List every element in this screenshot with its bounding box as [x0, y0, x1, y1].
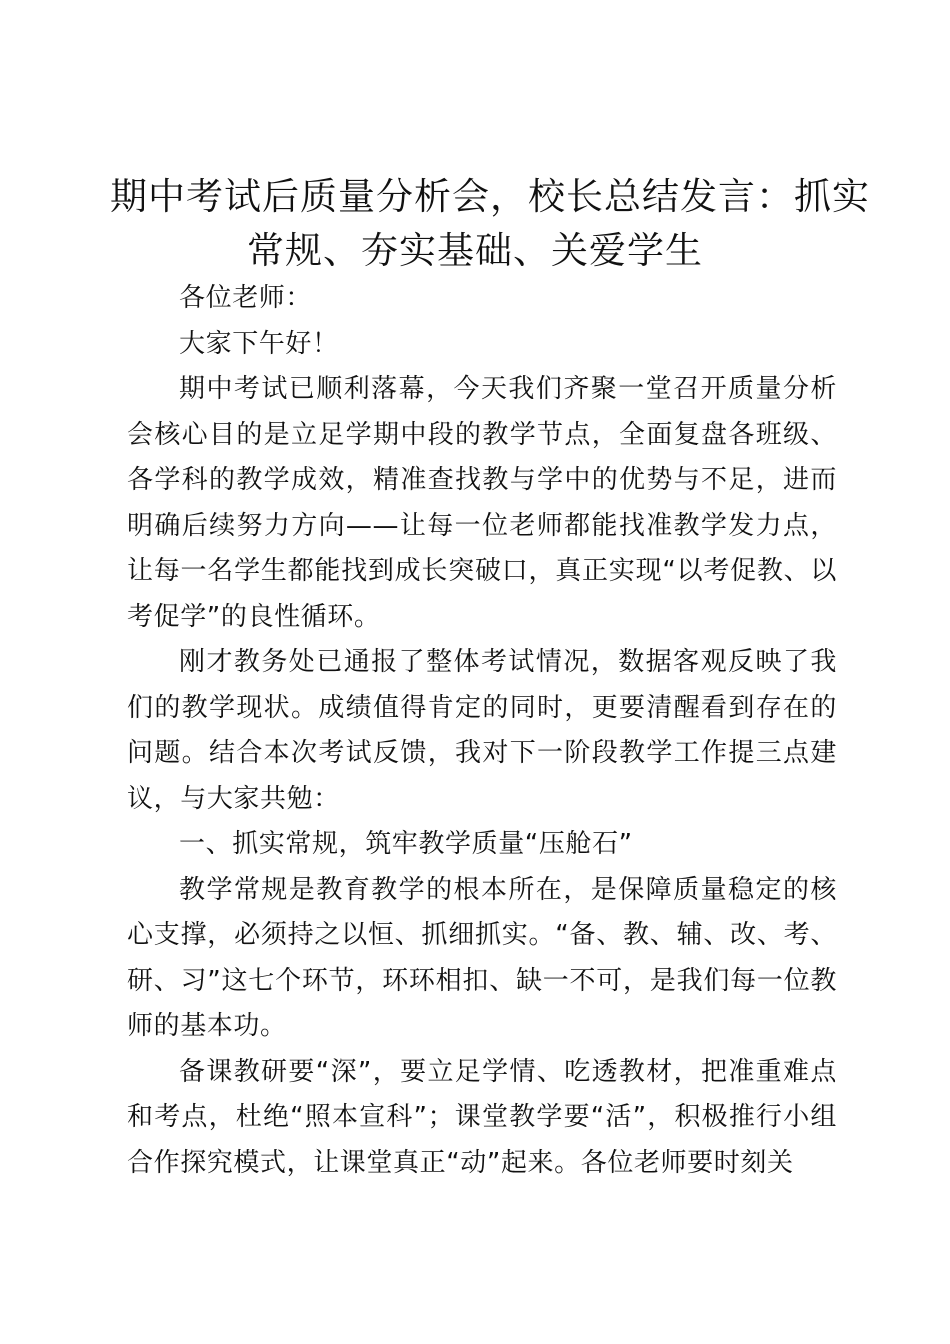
- body-paragraph: 教学常规是教育教学的根本所在，是保障质量稳定的核心支撑，必须持之以恒、抓细抓实。“备、教、辅、改、考、研、习”这七个环节，环环相扣、缺一不可，是我们每一位教师的基本功。: [127, 874, 837, 1041]
- body-paragraph: 期中考试已顺利落幕，今天我们齐聚一堂召开质量分析会核心目的是立足学期中段的教学节点，全面复盘各班级、各学科的教学成效，精准查找教与学中的优势与不足，进而明确后续努力方向——让每一位老师都能找准教学发力点，让每一名学生都能找到成长突破口，真正实现“以考促教、以考促学”的良性循环。: [127, 374, 837, 632]
- title-line-2: 常规、夯实基础、关爱学生: [247, 229, 703, 272]
- document-title: [110, 170, 870, 278]
- greeting: 大家下午好！: [179, 328, 339, 359]
- title-line-1: 期中考试后质量分析会，校长总结发言：抓实: [110, 175, 870, 218]
- salutation: 各位老师：: [179, 283, 313, 313]
- section-heading: 一、抓实常规，筑牢教学质量“压舱石”: [179, 829, 633, 859]
- body-paragraph: 备课教研要“深”，要立足学情、吃透教材，把准重难点和考点，杜绝“照本宣科”；课堂教学要“活”，积极推行小组合作探究模式，让课堂真正“动”起来。各位老师要时刻关: [127, 1056, 837, 1178]
- document-body: [127, 276, 837, 1186]
- body-paragraph: 刚才教务处已通报了整体考试情况，数据客观反映了我们的教学现状。成绩值得肯定的同时，更要清醒看到存在的问题。结合本次考试反馈，我对下一阶段教学工作提三点建议，与大家共勉：: [127, 647, 837, 814]
